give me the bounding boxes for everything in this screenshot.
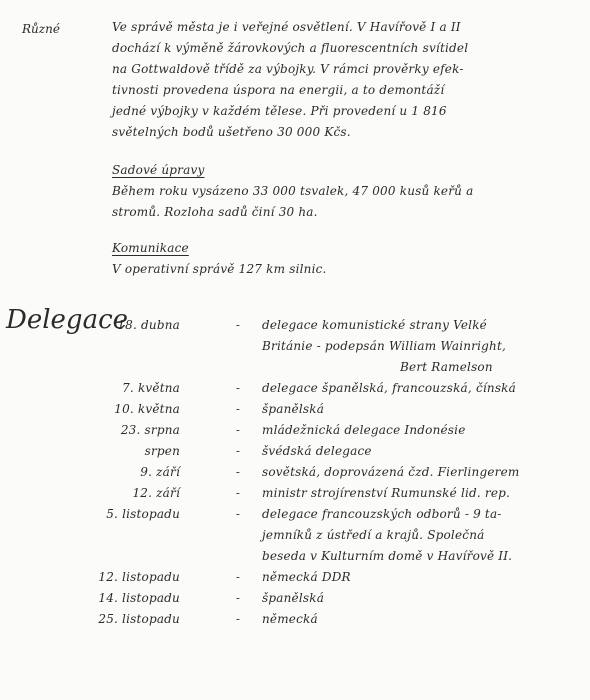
delegace-dash: -	[235, 318, 241, 332]
delegace-text: švédská delegace	[262, 444, 372, 458]
ruzne-line: jedné výbojky v každém tělese. Při provedení u 1 816	[112, 104, 447, 118]
delegace-text: beseda v Kulturním domě v Havířově II.	[262, 549, 513, 563]
delegace-date: 9. září	[140, 465, 180, 479]
delegace-text: sovětská, doprovázená čzd. Fierlingerem	[262, 465, 520, 479]
section-label-delegace: Delegace	[6, 305, 129, 335]
delegace-date: 10. května	[114, 402, 180, 416]
delegace-text: delegace španělská, francouzská, čínská	[262, 381, 517, 395]
delegace-text: ministr strojírenství Rumunské lid. rep.	[262, 486, 511, 500]
ruzne-line: světelných bodů ušetřeno 30 000 Kčs.	[112, 125, 351, 139]
delegace-text: delegace francouzských odborů - 9 ta-	[262, 507, 502, 521]
komunikace-line: V operativní správě 127 km silnic.	[112, 262, 327, 276]
delegace-date: 12. září	[132, 486, 180, 500]
komunikace-heading: Komunikace	[112, 241, 189, 255]
delegace-text: německá DDR	[262, 570, 351, 584]
delegace-text: německá	[262, 612, 318, 626]
delegace-date: 12. listopadu	[98, 570, 180, 584]
ruzne-line: na Gottwaldově třídě za výbojky. V rámci prověrky efek-	[112, 62, 464, 76]
delegace-date: 25. listopadu	[98, 612, 180, 626]
ruzne-line: tivnosti provedena úspora na energii, a to demontáží	[112, 83, 445, 97]
delegace-dash: -	[235, 570, 241, 584]
delegace-date: 5. listopadu	[106, 507, 180, 521]
delegace-dash: -	[235, 381, 241, 395]
delegace-date: 14. listopadu	[98, 591, 180, 605]
delegace-text: mládežnická delegace Indonésie	[262, 423, 466, 437]
section-label-ruzne: Různé	[22, 22, 60, 36]
delegace-dash: -	[235, 423, 241, 437]
delegace-dash: -	[235, 444, 241, 458]
delegace-text: Bert Ramelson	[400, 360, 493, 374]
delegace-text: Británie - podepsán William Wainright,	[262, 339, 507, 353]
delegace-date: srpen	[144, 444, 180, 458]
delegace-date: 23. srpna	[120, 423, 180, 437]
delegace-date: 7. května	[122, 381, 180, 395]
ruzne-line: Ve správě města je i veřejné osvětlení. V Havířově I a II	[112, 20, 461, 34]
ruzne-line: dochází k výměně žárovkových a fluorescentních svítidel	[112, 41, 469, 55]
delegace-dash: -	[235, 591, 241, 605]
sadove-heading: Sadové úpravy	[112, 163, 205, 177]
delegace-dash: -	[235, 465, 241, 479]
sadove-line: stromů. Rozloha sadů činí 30 ha.	[112, 205, 318, 219]
delegace-dash: -	[235, 486, 241, 500]
delegace-dash: -	[235, 402, 241, 416]
delegace-text: španělská	[262, 402, 325, 416]
delegace-text: jemníků z ústředí a krajů. Společná	[262, 528, 485, 542]
delegace-dash: -	[235, 507, 241, 521]
sadove-line: Během roku vysázeno 33 000 tsvalek, 47 000 kusů keřů a	[112, 184, 474, 198]
delegace-text: španělská	[262, 591, 325, 605]
delegace-dash: -	[235, 612, 241, 626]
delegace-date: 18. dubna	[117, 318, 180, 332]
delegace-text: delegace komunistické strany Velké	[262, 318, 487, 332]
